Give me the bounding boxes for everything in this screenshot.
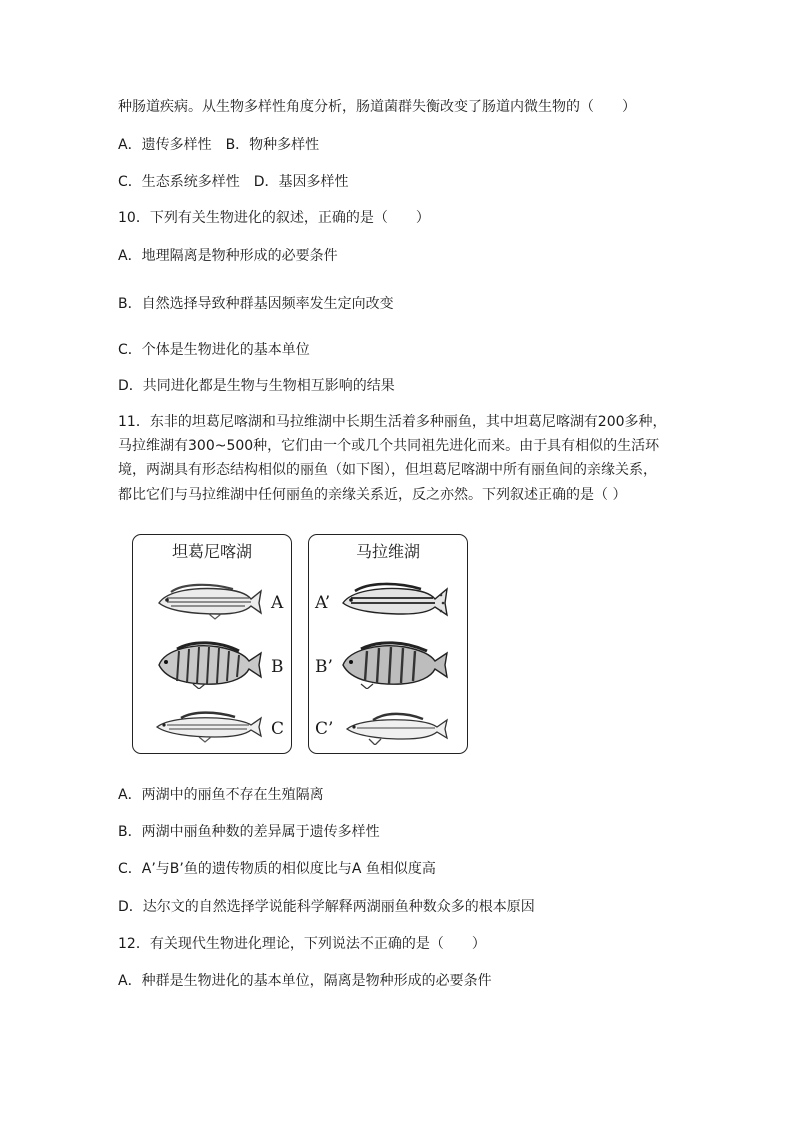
text-line-10: 马拉维湖有300~500种，它们由一个或几个共同祖先进化而来。由于具有相似的生活环 (118, 438, 660, 454)
fish-b-icon (153, 641, 265, 689)
text-line-6: B．自然选择导致种群基因频率发生定向改变 (118, 296, 394, 312)
fish-label-c-prime: C’ (315, 719, 334, 739)
text-line-13: A．两湖中的丽鱼不存在生殖隔离 (118, 787, 324, 803)
fish-label-b: B (271, 657, 284, 677)
fish-figure (132, 534, 470, 756)
fish-a-prime-icon (339, 581, 451, 621)
text-line-17: 12．有关现代生物进化理论，下列说法不正确的是（ ） (118, 936, 486, 952)
text-line-14: B．两湖中丽鱼种数的差异属于遗传多样性 (118, 824, 380, 840)
fish-label-a-prime: A’ (315, 593, 331, 613)
fish-b-prime-icon (339, 641, 451, 689)
text-line-8: D．共同进化都是生物与生物相互影响的结果 (118, 378, 395, 394)
text-line-7: C．个体是生物进化的基本单位 (118, 342, 310, 358)
tanganyika-title: 坦葛尼喀湖 (171, 542, 252, 561)
malawi-title: 马拉维湖 (355, 542, 420, 561)
text-line-12: 都比它们与马拉维湖中任何丽鱼的亲缘关系近，反之亦然。下列叙述正确的是（ ） (118, 487, 627, 503)
text-line-5: A．地理隔离是物种形成的必要条件 (118, 248, 338, 264)
tanganyika-panel (132, 534, 292, 754)
text-line-4: 10．下列有关生物进化的叙述，正确的是（ ） (118, 210, 430, 226)
fish-c-icon (153, 709, 265, 743)
fish-label-a: A (271, 593, 284, 613)
text-line-2: A．遗传多样性 B．物种多样性 (118, 137, 320, 153)
text-line-16: D．达尔文的自然选择学说能科学解释两湖丽鱼种数众多的根本原因 (118, 899, 535, 915)
text-line-15: C．A’与B’鱼的遗传物质的相似度比与A 鱼相似度高 (118, 861, 436, 877)
text-line-1: 种肠道疾病。从生物多样性角度分析，肠道菌群失衡改变了肠道内微生物的（ ） (118, 99, 636, 115)
text-line-9: 11．东非的坦葛尼喀湖和马拉维湖中长期生活着多种丽鱼，其中坦葛尼喀湖有200多种， (118, 414, 667, 430)
text-line-3: C．生态系统多样性 D．基因多样性 (118, 174, 349, 190)
text-line-11: 境，两湖具有形态结构相似的丽鱼（如下图），但坦葛尼喀湖中所有丽鱼间的亲缘关系， (118, 462, 657, 478)
fish-a-icon (153, 581, 265, 621)
fish-label-b-prime: B’ (315, 657, 333, 677)
text-line-18: A．种群是生物进化的基本单位，隔离是物种形成的必要条件 (118, 973, 492, 989)
fish-label-c: C (271, 719, 285, 739)
fish-c-prime-icon (343, 709, 451, 745)
malawi-panel (308, 534, 468, 754)
